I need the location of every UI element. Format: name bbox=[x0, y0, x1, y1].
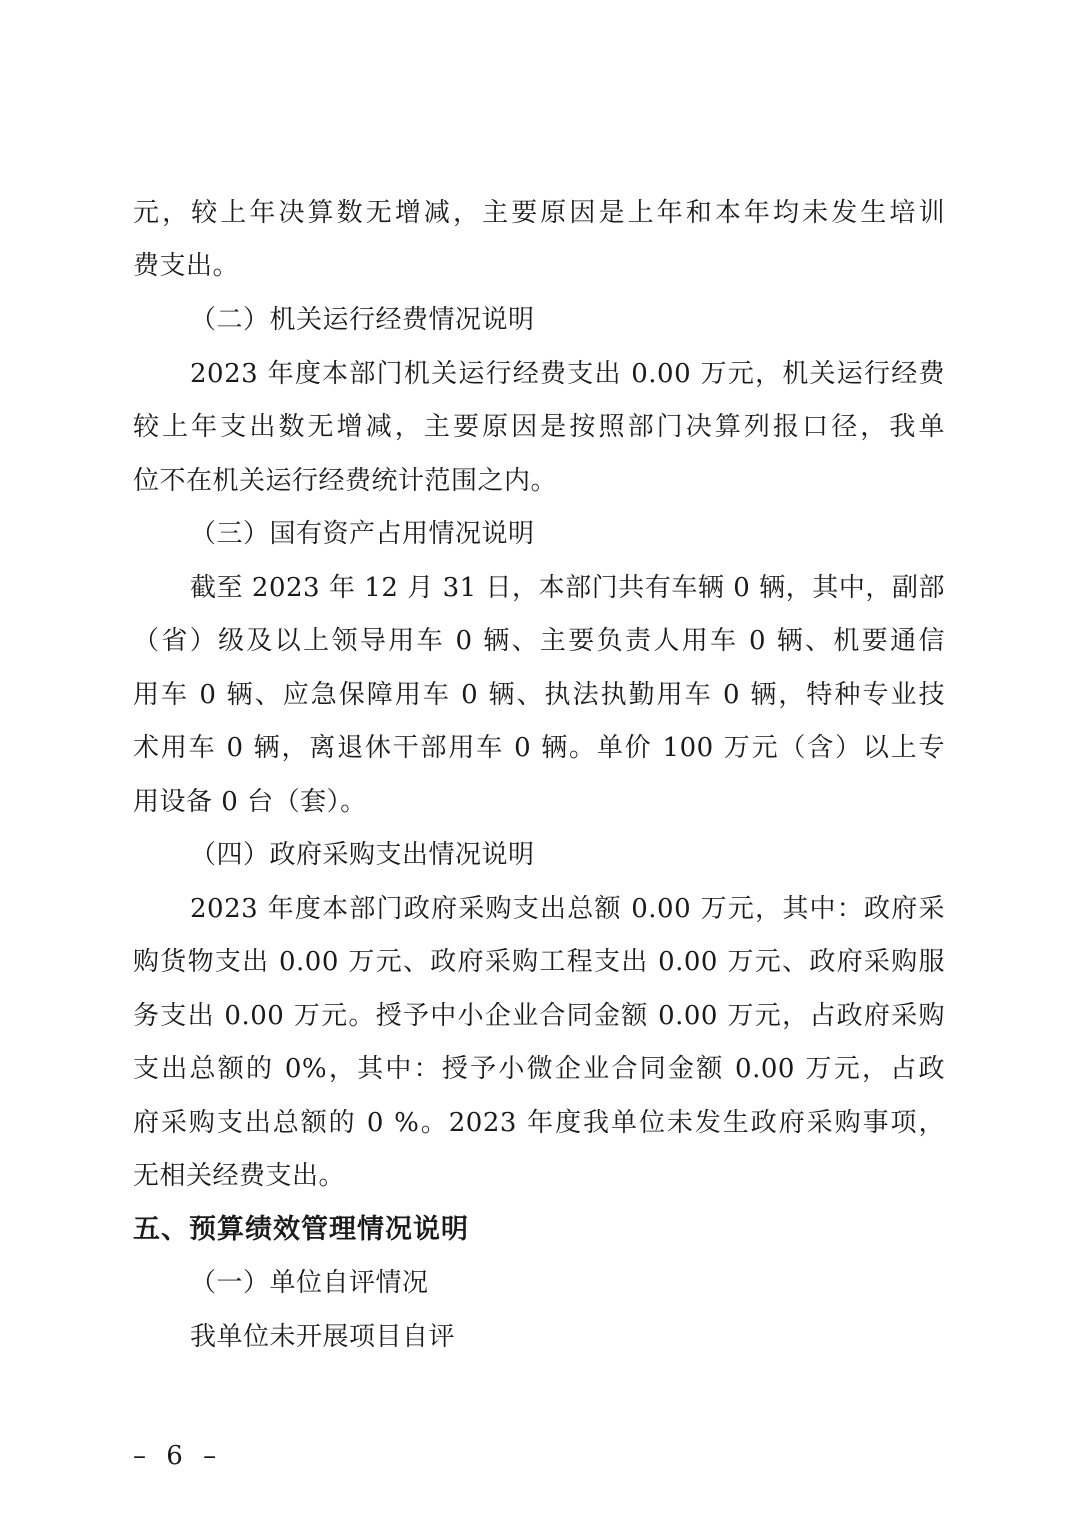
paragraph-line: 2023 年度本部门机关运行经费支出 0.00 万元，机关运行经费 bbox=[190, 359, 945, 389]
paragraph-line: 元，较上年决算数无增减，主要原因是上年和本年均未发生培训 bbox=[133, 198, 945, 228]
paragraph-line: 无相关经费支出。 bbox=[133, 1161, 346, 1191]
paragraph-line: 府采购支出总额的 0 %。2023 年度我单位未发生政府采购事项， bbox=[133, 1108, 945, 1138]
paragraph-line: 用车 0 辆、应急保障用车 0 辆、执法执勤用车 0 辆，特种专业技 bbox=[133, 680, 945, 710]
section-subheading: （三）国有资产占用情况说明 bbox=[190, 519, 535, 549]
paragraph-line: 位不在机关运行经费统计范围之内。 bbox=[133, 466, 558, 496]
paragraph-line: 务支出 0.00 万元。授予中小企业合同金额 0.00 万元，占政府采购 bbox=[133, 1001, 945, 1031]
paragraph-line: 我单位未开展项目自评 bbox=[190, 1322, 456, 1352]
section-subheading: （四）政府采购支出情况说明 bbox=[190, 840, 535, 870]
paragraph-line: 截至 2023 年 12 月 31 日，本部门共有车辆 0 辆，其中，副部 bbox=[190, 573, 945, 603]
section-heading: 五、预算绩效管理情况说明 bbox=[133, 1214, 469, 1245]
paragraph-line: 术用车 0 辆，离退休干部用车 0 辆。单价 100 万元（含）以上专 bbox=[133, 733, 945, 763]
paragraph-line: （省）级及以上领导用车 0 辆、主要负责人用车 0 辆、机要通信 bbox=[133, 626, 945, 656]
page-number: – 6 – bbox=[133, 1441, 223, 1471]
paragraph-line: 费支出。 bbox=[133, 251, 240, 281]
paragraph-line: 2023 年度本部门政府采购支出总额 0.00 万元，其中：政府采 bbox=[190, 894, 945, 924]
section-subheading: （一）单位自评情况 bbox=[190, 1268, 429, 1298]
paragraph-line: 较上年支出数无增减，主要原因是按照部门决算列报口径，我单 bbox=[133, 412, 945, 442]
paragraph-line: 购货物支出 0.00 万元、政府采购工程支出 0.00 万元、政府采购服 bbox=[133, 947, 945, 977]
paragraph-line: 用设备 0 台（套）。 bbox=[133, 787, 367, 817]
section-subheading: （二）机关运行经费情况说明 bbox=[190, 305, 535, 335]
paragraph-line: 支出总额的 0%，其中：授予小微企业合同金额 0.00 万元，占政 bbox=[133, 1054, 945, 1084]
